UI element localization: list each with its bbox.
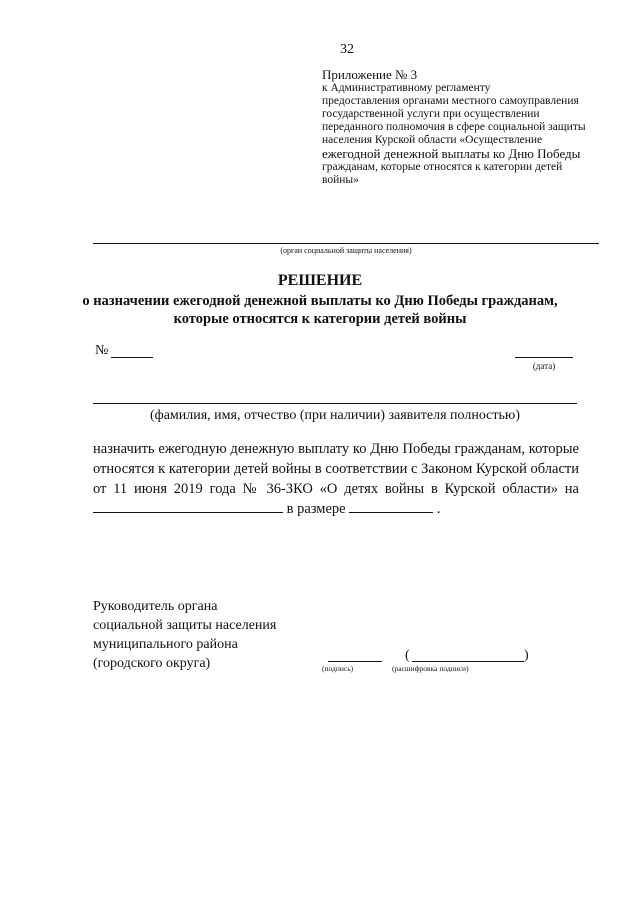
signer-line: социальной защиты населения	[93, 618, 277, 633]
number-label: №	[95, 343, 109, 358]
signature-line	[328, 661, 382, 662]
appendix-line: войны»	[322, 174, 359, 186]
page-number: 32	[340, 42, 354, 57]
appendix-line: предоставления органами местного самоуправления	[322, 95, 579, 107]
document-subtitle	[0, 292, 640, 328]
appendix-header	[322, 67, 622, 187]
appendix-line: государственной услуги при осуществлении	[322, 108, 540, 120]
decoding-line	[412, 661, 524, 662]
date-field-line	[515, 357, 573, 358]
signature-caption: (подпись)	[322, 664, 354, 673]
signer-line: (городского округа)	[93, 656, 211, 671]
decoding-close-paren: )	[524, 648, 529, 663]
amount-label: в размере	[286, 501, 346, 517]
signer-line: Руководитель органа	[93, 599, 218, 614]
date-blank-line	[93, 500, 283, 513]
decoding-caption: (расшифровка подписи)	[392, 664, 469, 673]
signer-line: муниципального района	[93, 637, 238, 652]
body-text: назначить ежегодную денежную выплату ко Дню Победы гражданам, которые относятся к категории детей войны в соответствии с Законом Курской области от 11 июня 2019 года № 36-ЗКО «О детях войны в Курской области» на	[93, 441, 579, 497]
org-name-line	[93, 243, 599, 244]
amount-blank-line	[349, 500, 433, 513]
applicant-name-line	[93, 403, 577, 404]
subtitle-line: о назначении ежегодной денежной выплаты ко Дню Победы гражданам,	[82, 293, 558, 309]
appendix-line: к Административному регламенту	[322, 82, 491, 94]
appendix-line: переданного полномочия в сфере социальной защиты	[322, 121, 586, 133]
body-end: .	[436, 501, 441, 517]
number-field-line	[111, 357, 153, 358]
subtitle-line: которые относятся к категории детей войны	[173, 311, 467, 327]
date-caption: (дата)	[532, 361, 556, 371]
appendix-line: гражданам, которые относятся к категории детей	[322, 161, 563, 173]
org-caption: (орган социальной защиты населения)	[280, 246, 412, 255]
document-title: РЕШЕНИЕ	[277, 272, 363, 289]
appendix-line: ежегодной денежной выплаты ко Дню Победы	[322, 146, 581, 161]
appendix-line: населения Курской области «Осуществление	[322, 134, 543, 146]
signer-title	[93, 597, 276, 673]
appendix-line: Приложение № 3	[322, 67, 418, 82]
applicant-caption: (фамилия, имя, отчество (при наличии) заявителя полностью)	[149, 408, 521, 423]
decision-body	[93, 439, 579, 519]
decoding-open-paren: (	[405, 648, 410, 663]
